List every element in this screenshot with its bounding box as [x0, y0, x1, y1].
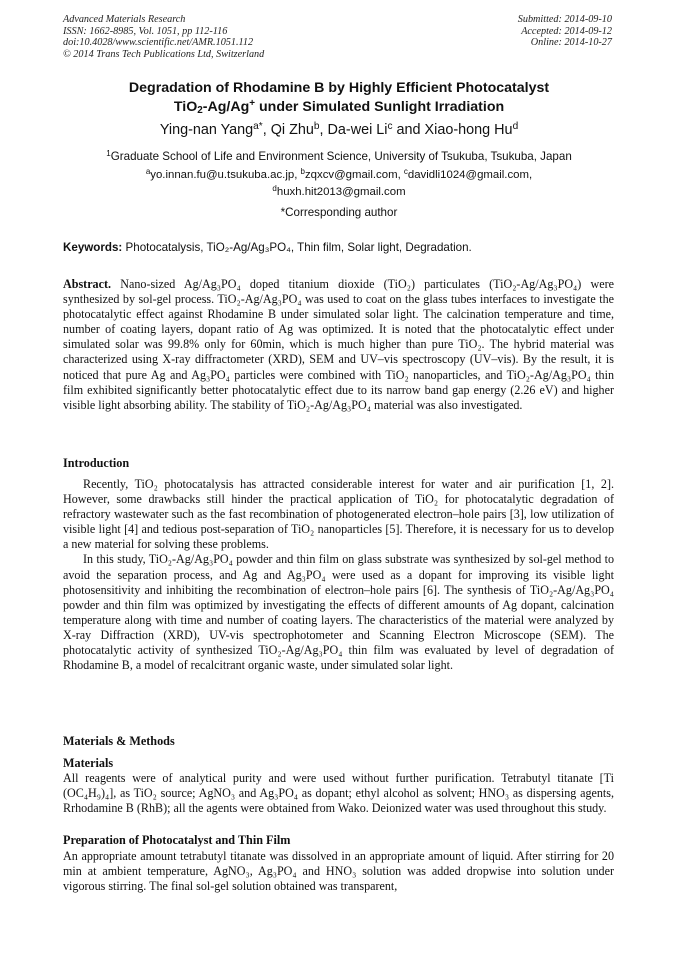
- subsection-heading-preparation: Preparation of Photocatalyst and Thin Film: [63, 833, 291, 847]
- journal-header-left: [63, 14, 264, 60]
- email-link[interactable]: davidli1024@gmail.com: [407, 169, 529, 181]
- submitted-date: Submitted: 2014-09-10: [517, 14, 612, 25]
- journal-header-right: [518, 14, 612, 49]
- online-date: Online: 2014-10-27: [530, 37, 612, 49]
- materials-paragraph: All reagents were of analytical purity and were used without further purification. Tetrabutyl titanate [Ti (OC₄H₉)₄], as TiO₂ source; AgNO₃ and Ag₃PO₄ as dopant; ethyl alcohol as solvent; HNO₃ as dispersing agents, Rrhodamine B (RhB); all the agents were obtained from Wako. Deionized water was used throughout this study.: [63, 771, 614, 816]
- section-heading-methods: Materials & Methods: [63, 734, 175, 748]
- email-link[interactable]: yo.innan.fu@u.tsukuba.ac.jp: [150, 169, 295, 181]
- affiliation: $^1$Graduate School of Life and Environment Science, University of Tsukuba, Tsukuba, Japan: [106, 148, 572, 163]
- keywords-text: Photocatalysis, TiO₂-Ag/Ag₃PO₄, Thin film, Solar light, Degradation.: [125, 241, 472, 254]
- author-name: Qi Zhu: [270, 122, 314, 138]
- abstract-label: Abstract.: [63, 277, 112, 291]
- doi-line[interactable]: doi:10.4028/www.scientific.net/AMR.1051.112: [63, 37, 254, 49]
- paragraph: In this study, TiO₂-Ag/Ag₃PO₄ powder and thin film on glass substrate was synthesized by sol-gel method to avoid the separation process, and Ag and Ag₃PO₄ were used as a dopant for improving its visible light photosensitivity and inhibiting the recombination of electron–hole pairs [6]. The synthesis of TiO₂-Ag/Ag₃PO₄ powder and thin film was optimized by investigating the effects of different amounts of Ag dopant, calcination temperature along with time and number of coating layers. The characteristics of the material were analyzed by X-ray Diffraction (XRD), UV-vis spectrophotometer and Scanning Electron Microscope (SEM). The photocatalytic activity of synthesized TiO₂-Ag/Ag₃PO₄ thin film was evaluated by level of degradation of Rhodamine B, a model of recalcitrant organic waste, under simulated solar light.: [63, 552, 614, 673]
- accepted-date: Accepted: 2014-09-12: [521, 25, 612, 37]
- issn-line: ISSN: 1662-8985, Vol. 1051, pp 112-116: [63, 25, 228, 37]
- title-line-1: Degradation of Rhodamine B by Highly Efficient Photocatalyst: [128, 80, 550, 96]
- paragraph: Recently, TiO₂ photocatalysis has attracted considerable interest for water and air purification [1, 2]. However, some drawbacks still hinder the practical application of TiO₂ for photocatalytic degradation of refractory wastewater such as the fast recombination of photogenerated electron–hole pairs [3], low utilization of visible light [4] and tedious post-separation of TiO₂ nanoparticles [5]. Therefore, it is necessary for us to develop a new material for solving these problems.: [63, 477, 614, 552]
- author-name: Xiao-hong Hu: [424, 122, 513, 138]
- section-heading-introduction: Introduction: [63, 456, 130, 470]
- journal-name: Advanced Materials Research: [63, 14, 186, 25]
- author-list: Ying-nan Yang$^{a*}$, Qi Zhu$^b$, Da-wei Li$^c$ and Xiao-hong Hu$^d$: [159, 120, 519, 138]
- author-name: Da-wei Li: [327, 122, 388, 138]
- title-line-2: TiO$_2$-Ag/Ag+ under Simulated Sunlight Irradiation: [173, 98, 505, 117]
- author-marker: b: [313, 120, 320, 132]
- email-list: $^a$yo.innan.fu@u.tsukuba.ac.jp, $^b$zqxcv@gmail.com, $^c$davidli1024@gmail.com, $^d$huxh.hit2013@gmail.com: [145, 167, 533, 198]
- copyright-line: © 2014 Trans Tech Publications Ltd, Switzerland: [63, 48, 265, 60]
- author-marker: d: [512, 120, 519, 132]
- email-link[interactable]: zqxcv@gmail.com: [304, 169, 398, 181]
- abstract: [63, 277, 614, 413]
- keywords-label: Keywords:: [63, 241, 123, 254]
- subsection-heading-materials: Materials: [63, 756, 114, 770]
- keywords: [63, 240, 613, 256]
- paper-title: [40, 79, 638, 117]
- preparation-paragraph: An appropriate amount tetrabutyl titanate was dissolved in an appropriate amount of liquid. After stirring for 20 min at ambient temperature, AgNO₃, Ag₃PO₄ and HNO₃ solution was added dropwise into solution under vigorous stirring. The final sol-gel solution obtained was transparent,: [63, 849, 614, 894]
- introduction-body: [63, 477, 614, 673]
- author-marker: c: [387, 120, 393, 132]
- abstract-text: Nano-sized Ag/Ag₃PO₄ doped titanium dioxide (TiO₂) particulates (TiO₂-Ag/Ag₃PO₄) were synthesized by sol-gel process. TiO₂-Ag/Ag₃PO₄ was used to coat on the glass tubes interfaces to investigate the photocatalytic effect against Rhodamine B under simulated solar light. The calcination temperature and time, number of coating layers, dopant ratio of Ag was optimized. It is noted that the photocatalytic effect under simulated solar was 99.8% only for 60min, which is much higher than pure TiO₂. The hybrid material was characterized using X-ray diffractometer (XRD), SEM and UV–vis spectroscopy (UV–vis). By the result, it is noticed that pure Ag and Ag₃PO₄ particles were combined with TiO₂ nanoparticles, and TiO₂-Ag/Ag₃PO₄ thin film exhibited significantly better photocatalytic effect due to its narrow band gap energy (2.26 eV) and higher visible light absorbing ability. The stability of TiO₂-Ag/Ag₃PO₄ material was also investigated.: [63, 277, 614, 412]
- email-link[interactable]: huxh.hit2013@gmail.com: [276, 186, 406, 198]
- author-marker: a*: [253, 120, 263, 132]
- corresponding-author-note: *Corresponding author: [280, 206, 398, 219]
- author-name: Ying-nan Yang: [159, 122, 254, 138]
